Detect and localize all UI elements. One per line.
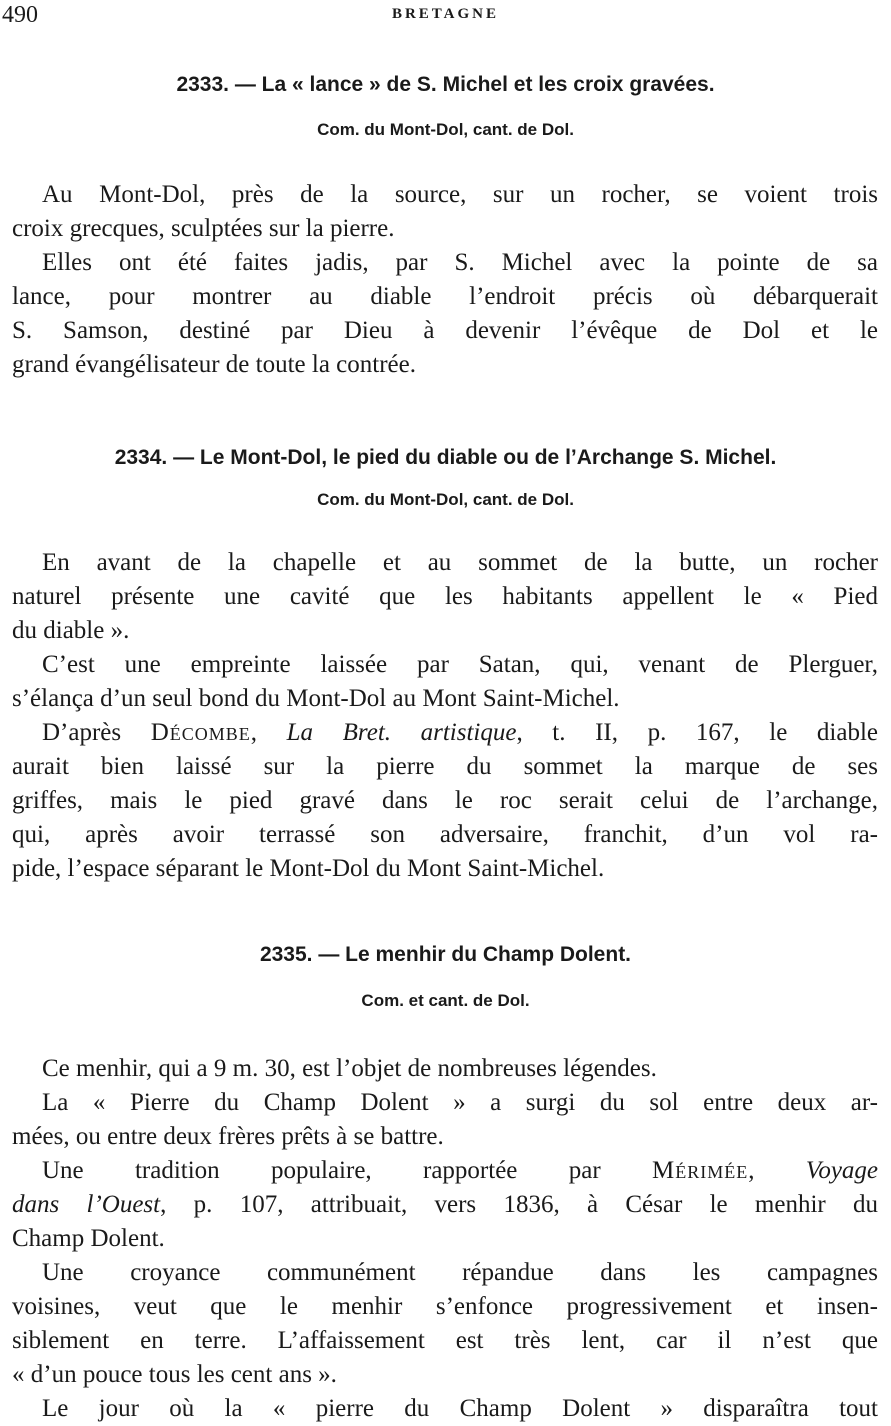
text-line: Champ Dolent. (12, 1225, 165, 1252)
entry-2333-paragraph-1 (12, 178, 878, 246)
text-line: En avant de la chapelle et au sommet de la butte, un rocher (42, 549, 878, 576)
text-fragment: , (250, 719, 287, 746)
cited-work: La Bret. artistique (286, 719, 517, 746)
text-line: griffes, mais le pied gravé dans le roc serait celui de l’archange, (12, 787, 878, 814)
text-line: qui, après avoir terrassé son adversaire, franchit, d’un vol ra- (12, 821, 878, 848)
text-line: siblement en terre. L’affaissement est très lent, car il n’est que (12, 1327, 878, 1354)
text-line: voisines, veut que le menhir s’enfonce progressivement et insen- (12, 1293, 878, 1320)
text-line: aurait bien laissé sur la pierre du sommet la marque de ses (12, 753, 878, 780)
text-line: « d’un pouce tous les cent ans ». (12, 1361, 337, 1388)
text-line: Le jour où la « pierre du Champ Dolent » disparaîtra tout (42, 1395, 878, 1422)
entry-subtitle-2334: Com. du Mont-Dol, cant. de Dol. (317, 490, 574, 509)
text-line: Une croyance communément répandue dans les campagnes (42, 1259, 878, 1286)
entry-2334-paragraph-2 (12, 648, 878, 716)
entry-subtitle-2335: Com. et cant. de Dol. (361, 991, 530, 1010)
text-fragment: D’après (42, 719, 151, 746)
cited-work: dans l’Ouest (12, 1191, 161, 1218)
text-line: du diable ». (12, 617, 130, 644)
entry-subtitle-2333: Com. du Mont-Dol, cant. de Dol. (317, 120, 574, 139)
entry-2335-paragraph-3 (12, 1256, 878, 1392)
text-line: grand évangélisateur de toute la contrée. (12, 351, 416, 378)
cited-author: Mérimée (651, 1157, 749, 1184)
text-line: pide, l’espace séparant le Mont-Dol du Mont Saint-Michel. (12, 855, 605, 882)
cited-work: Voyage (805, 1157, 879, 1184)
entry-2333-paragraph-2 (12, 246, 878, 382)
text-line: Au Mont-Dol, près de la source, sur un rocher, se voient trois (42, 181, 878, 208)
text-fragment: , p. 107, attribuait, vers 1836, à César le menhir du (160, 1191, 878, 1218)
text-line: La « Pierre du Champ Dolent » a surgi du sol entre deux ar- (42, 1089, 878, 1116)
entry-2334-citation-paragraph (12, 716, 878, 886)
text-line (12, 1188, 878, 1222)
text-fragment: Une tradition populaire, rapportée par (42, 1157, 652, 1184)
entry-2335-paragraph-2 (12, 1086, 878, 1154)
text-line: lance, pour montrer au diable l’endroit précis où débarquerait (12, 283, 878, 310)
text-line: croix grecques, sculptées sur la pierre. (12, 215, 395, 242)
entry-2335-paragraph-1 (12, 1052, 878, 1086)
text-line (12, 716, 878, 750)
entry-title-2333: 2333. — La « lance » de S. Michel et les croix gravées. (176, 73, 715, 96)
text-line: Elles ont été faites jadis, par S. Michel avec la pointe de sa (42, 249, 878, 276)
text-line: naturel présente une cavité que les habitants appellent le « Pied (12, 583, 878, 610)
text-line: S. Samson, destiné par Dieu à devenir l’évêque de Dol et le (12, 317, 878, 344)
page-number: 490 (2, 2, 38, 28)
running-title: BRETAGNE (391, 6, 500, 22)
text-line: C’est une empreinte laissée par Satan, qui, venant de Plerguer, (42, 651, 878, 678)
entry-2335-citation-paragraph (12, 1154, 878, 1256)
text-line (12, 1154, 878, 1188)
text-fragment: , t. II, p. 167, le diable (516, 719, 878, 746)
cited-author: Décombe (150, 719, 251, 746)
text-line: mées, ou entre deux frères prêts à se battre. (12, 1123, 444, 1150)
text-fragment: , (748, 1157, 806, 1184)
text-line: Ce menhir, qui a 9 m. 30, est l’objet de nombreuses légendes. (42, 1055, 657, 1082)
entry-2335-paragraph-4 (12, 1392, 878, 1426)
entry-title-2335: 2335. — Le menhir du Champ Dolent. (259, 943, 632, 966)
entry-2334-paragraph-1 (12, 546, 878, 648)
entry-title-2334: 2334. — Le Mont-Dol, le pied du diable ou de l’Archange S. Michel. (114, 446, 777, 469)
text-line: s’élança d’un seul bond du Mont-Dol au Mont Saint-Michel. (12, 685, 620, 712)
